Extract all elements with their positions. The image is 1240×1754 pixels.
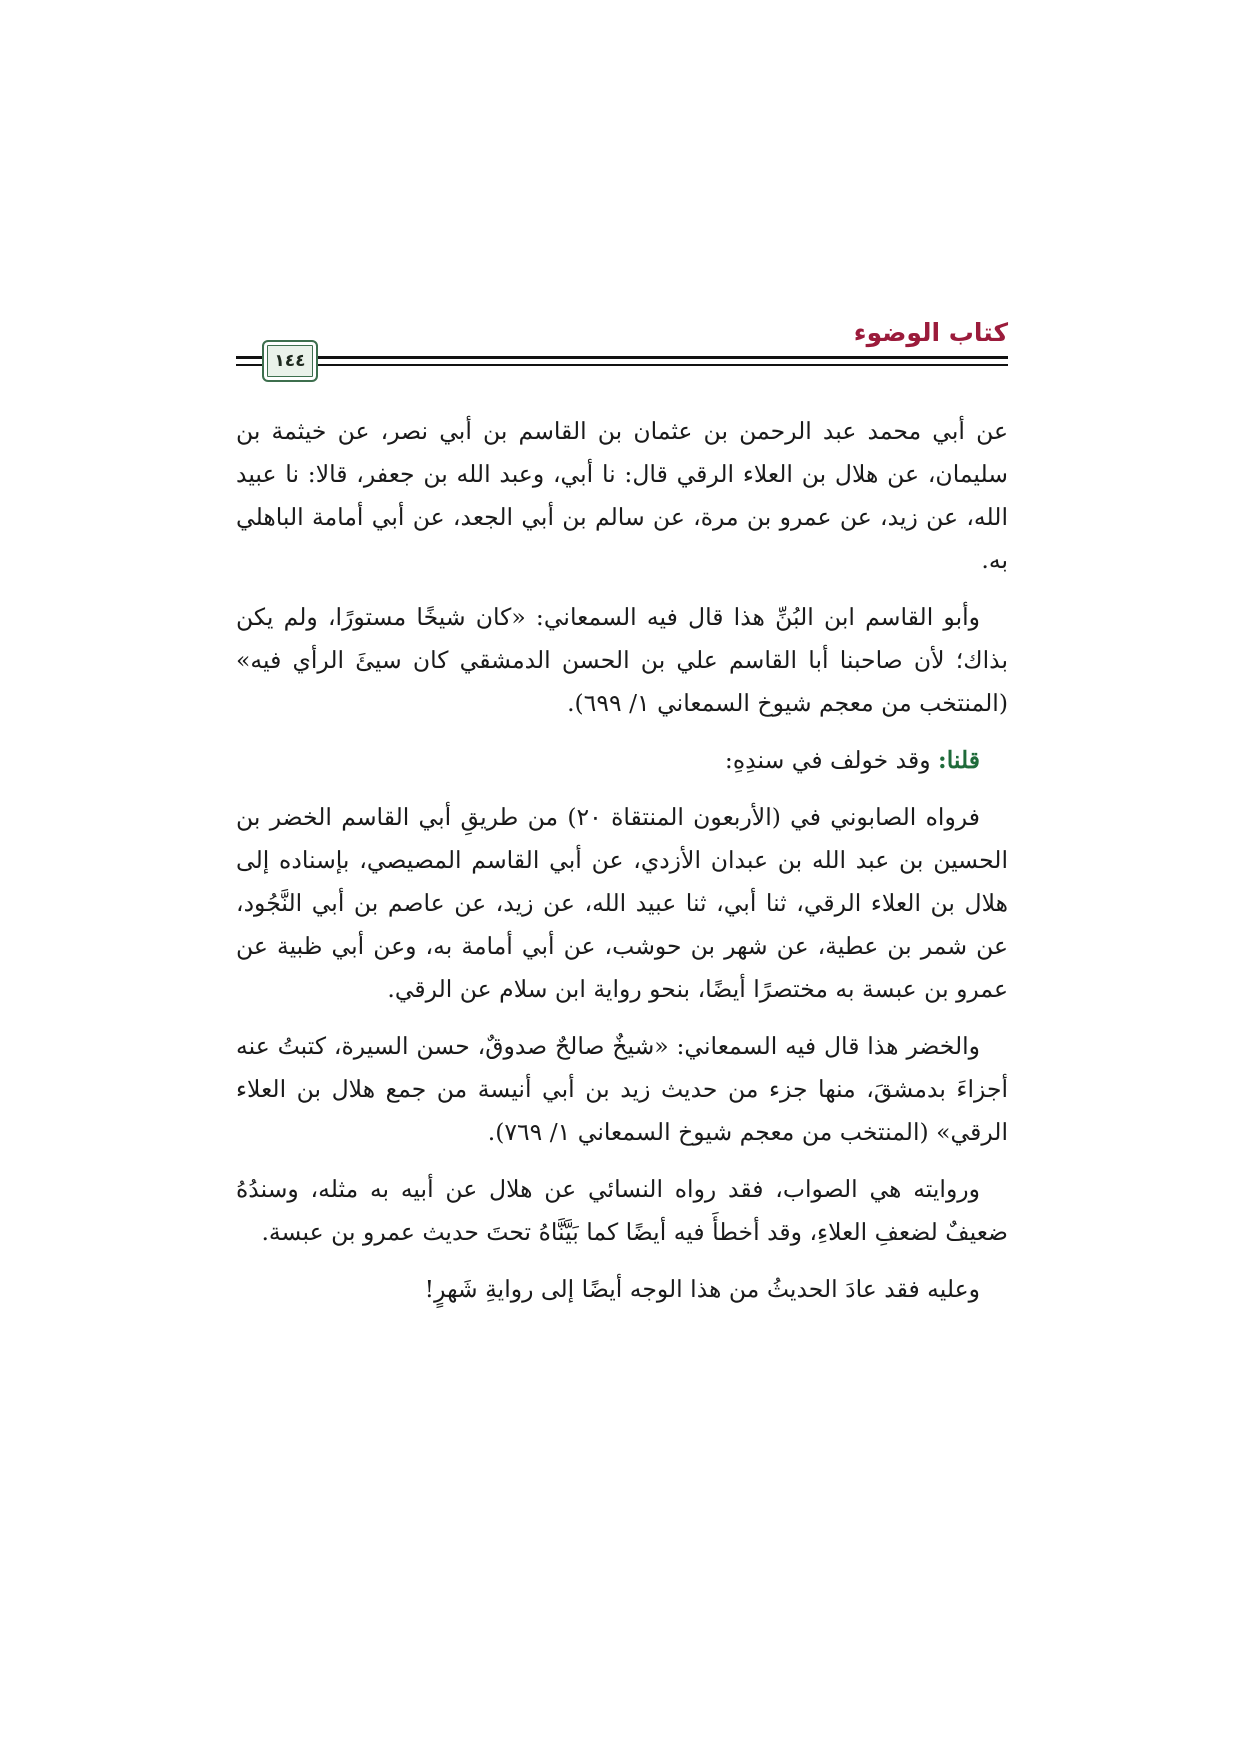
book-title: كتاب الوضوء bbox=[853, 318, 1008, 347]
paragraph-2 bbox=[236, 596, 1008, 725]
paragraph-7 bbox=[236, 1268, 1008, 1311]
paragraph-text: والخضر هذا قال فيه السمعاني: «شيخٌ صالحٌ صدوقٌ، حسن السيرة، كتبتُ عنه أجزاءَ بدمشقَ، منها جزء من حديث زيد بن أبي أنيسة من جمع هلال بن العلاء الرقي» (المنتخب من معجم شيوخ السمعاني ١/ ٧٦٩). bbox=[236, 1032, 1008, 1146]
paragraph-3 bbox=[236, 739, 1008, 782]
page-number: ١٤٤ bbox=[274, 351, 306, 371]
paragraph-text: وأبو القاسم ابن البُنِّ هذا قال فيه السمعاني: «كان شيخًا مستورًا، ولم يكن بذاك؛ لأن صاحبنا أبا القاسم علي بن الحسن الدمشقي كان سيئَ الرأي فيه» (المنتخب من معجم شيوخ السمعاني ١/ ٦٩٩). bbox=[236, 603, 1008, 717]
paragraph-1 bbox=[236, 410, 1008, 582]
header-rule-bottom bbox=[316, 364, 1008, 366]
main-text bbox=[236, 410, 1008, 1325]
paragraph-6 bbox=[236, 1168, 1008, 1254]
paragraph-text: وعليه فقد عادَ الحديثُ من هذا الوجه أيضًا إلى روايةِ شَهرٍ! bbox=[424, 1275, 980, 1303]
header-rule-left-top bbox=[236, 356, 264, 359]
page-header bbox=[236, 318, 1008, 388]
paragraph-text: عن أبي محمد عبد الرحمن بن عثمان بن القاسم بن أبي نصر، عن خيثمة بن سليمان، عن هلال بن العلاء الرقي قال: نا أبي، وعبد الله بن جعفر، قالا: نا عبيد الله، عن زيد، عن عمرو بن مرة، عن سالم بن أبي الجعد، عن أبي أمامة الباهلي به. bbox=[236, 417, 1008, 574]
header-rule-top bbox=[316, 356, 1008, 359]
header-rule-left-bottom bbox=[236, 364, 264, 366]
paragraph-text: وروايته هي الصواب، فقد رواه النسائي عن هلال عن أبيه به مثله، وسندُهُ ضعيفٌ لضعفِ العلاءِ، وقد أخطأَ فيه أيضًا كما بَيَّنَّاهُ تحتَ حديث عمرو بن عبسة. bbox=[236, 1175, 1008, 1246]
qulna-label: قلنا: bbox=[938, 746, 980, 774]
paragraph-text: وقد خولف في سندِهِ: bbox=[724, 746, 939, 774]
paragraph-text: فرواه الصابوني في (الأربعون المنتقاة ٢٠) من طريقِ أبي القاسم الخضر بن الحسين بن عبد الله بن عبدان الأزدي، عن أبي القاسم المصيصي، بإسناده إلى هلال بن العلاء الرقي، ثنا أبي، ثنا عبيد الله، عن زيد، عن عاصم بن أبي النَّجُود، عن شمر بن عطية، عن شهر بن حوشب، عن أبي أمامة به، وعن أبي ظبية عن عمرو بن عبسة به مختصرًا أيضًا، بنحو رواية ابن سلام عن الرقي. bbox=[236, 803, 1008, 1003]
paragraph-4 bbox=[236, 796, 1008, 1011]
page-number-badge bbox=[262, 340, 318, 382]
paragraph-5 bbox=[236, 1025, 1008, 1154]
